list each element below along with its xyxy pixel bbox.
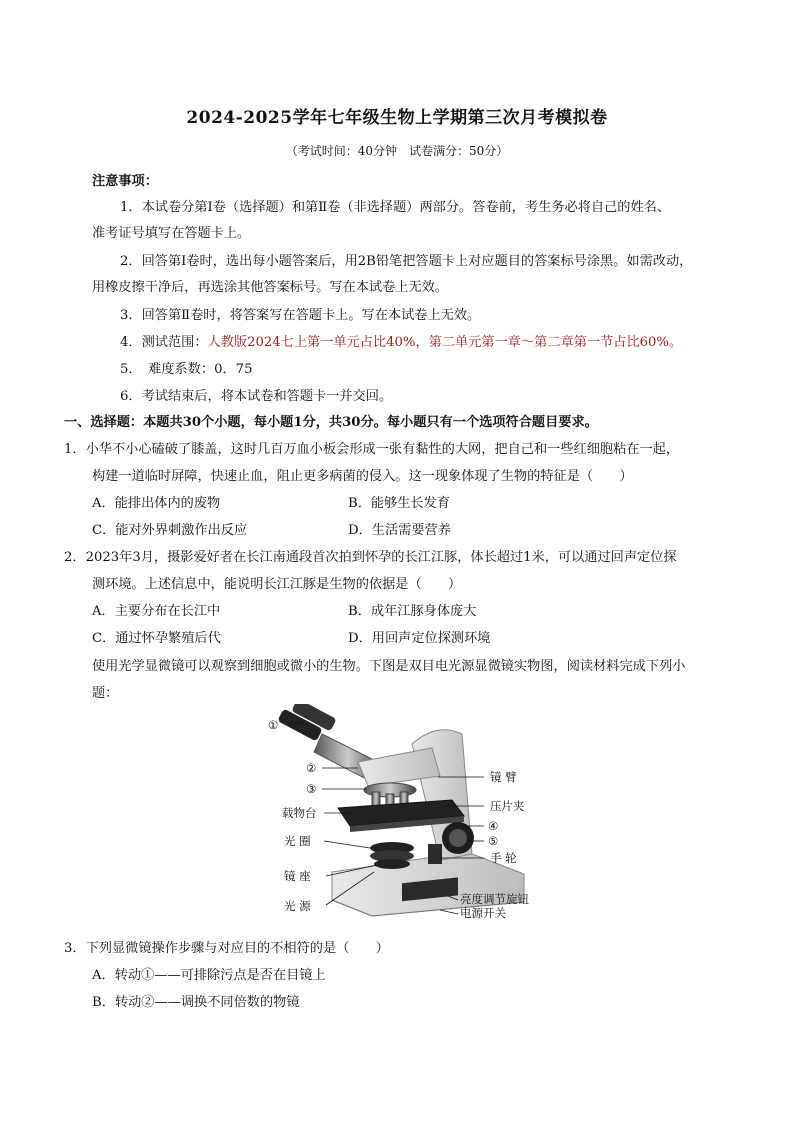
section-1-heading: 一、选择题：本题共30个小题，每小题1分，共30分。每小题只有一个选项符合题目要求。: [64, 415, 598, 430]
label-part-3: ③: [306, 782, 317, 796]
q2-option-d: D．用回声定位探测环境: [348, 631, 491, 646]
q2-option-b: B．成年江豚身体庞大: [348, 604, 477, 619]
label-part-4: ④: [488, 819, 499, 833]
note-4: [120, 331, 682, 350]
note-3: 3．回答第Ⅱ卷时，将答案写在答题卡上。写在本试卷上无效。: [120, 308, 481, 323]
note-1-line-2: 准考证号填写在答题卡上。: [92, 226, 251, 241]
note-2-line-1: 2．回答第Ⅰ卷时，选出每小题答案后，用2B铅笔把答题卡上对应题目的答案标号涂黑。如需改动，: [120, 254, 693, 269]
label-power-switch: 电源开关: [460, 906, 506, 920]
material-line-2: 题：: [92, 686, 119, 701]
q1-option-a: A．能排出体内的废物: [92, 496, 221, 511]
label-part-1: ①: [268, 718, 279, 732]
q2-stem-line-2: 测环境。上述信息中，能说明长江江豚是生物的依据是（ ）: [92, 577, 462, 592]
q2-stem-line-1: 2．2023年3月，摄影爱好者在长江南通段首次拍到怀孕的长江江豚，体长超过1米，可以通过回声定位探: [64, 550, 677, 565]
label-part-2: ②: [306, 761, 317, 775]
note-2-line-2: 用橡皮擦干净后，再选涂其他答案标号。写在本试卷上无效。: [92, 280, 449, 295]
q3-stem: 3．下列显微镜操作步骤与对应目的不相符的是（ ）: [64, 941, 389, 956]
label-part-5: ⑤: [488, 834, 499, 848]
label-diaphragm: 光 圈: [284, 834, 311, 848]
label-hand-wheel: 手 轮: [490, 851, 517, 865]
note-1-line-1: 1．本试卷分第Ⅰ卷（选择题）和第Ⅱ卷（非选择题）两部分。答卷前，考生务必将自己的姓名、: [120, 200, 671, 215]
label-base: 镜 座: [284, 869, 311, 883]
label-brightness-knob: 亮度调节旋钮: [460, 892, 529, 906]
q3-option-a: A．转动①——可排除污点是否在目镜上: [92, 968, 326, 983]
page-title: 2024-2025学年七年级生物上学期第三次月考模拟卷: [186, 108, 608, 128]
q1-option-b: B．能够生长发育: [348, 496, 451, 511]
note-4-range: 人教版2024七上第一单元占比40%，第二单元第一章～第二章第一节占比60%。: [207, 335, 683, 350]
q2-option-a: A．主要分布在长江中: [92, 604, 221, 619]
label-stage-clip: 压片夹: [490, 799, 525, 813]
q3-option-b: B．转动②——调换不同倍数的物镜: [92, 995, 300, 1010]
label-arm: 镜 臂: [490, 770, 517, 784]
q1-stem-line-2: 构建一道临时屏障，快速止血，阻止更多病菌的侵入。这一现象体现了生物的特征是（ ）: [92, 469, 633, 484]
exam-subtitle: （考试时间：40分钟 试卷满分：50分）: [285, 144, 509, 158]
note-5: 5． 难度系数：0．75: [120, 362, 253, 377]
q1-option-c: C．能对外界刺激作出反应: [92, 523, 248, 538]
notes-heading: 注意事项：: [92, 174, 158, 189]
label-light-source: 光 源: [284, 899, 311, 913]
note-4-prefix: 4．测试范围：: [120, 335, 208, 350]
q2-option-c: C．通过怀孕繁殖后代: [92, 631, 221, 646]
microscope-diagram: [262, 704, 552, 924]
label-stage: 载物台: [282, 806, 317, 820]
note-6: 6．考试结束后，将本试卷和答题卡一并交回。: [120, 389, 393, 404]
q1-option-d: D．生活需要营养: [348, 523, 451, 538]
material-line-1: 使用光学显微镜可以观察到细胞或微小的生物。下图是双目电光源显微镜实物图，阅读材料完成下列小: [92, 659, 686, 674]
q1-stem-line-1: 1．小华不小心磕破了膝盖，这时几百万血小板会形成一张有黏性的大网，把自己和一些红细胞粘在一起，: [64, 442, 680, 457]
